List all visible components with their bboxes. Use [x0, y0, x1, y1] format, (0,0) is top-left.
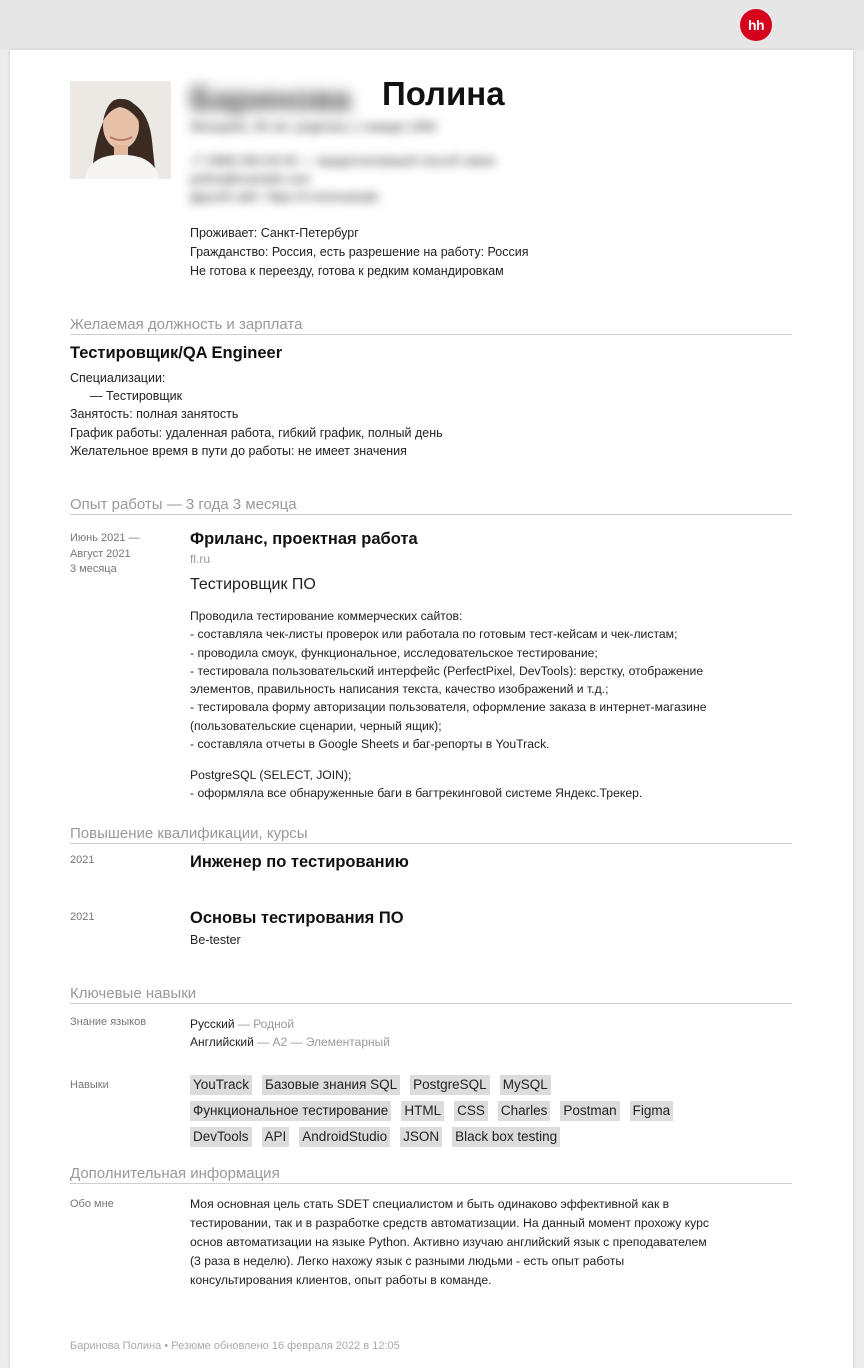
about-line: (3 раза в неделю). Легко нахожу язык с разными людьми - есть опыт работы [190, 1254, 625, 1268]
desc-line: - тестировала пользовательский интерфейс (PerfectPixel, DevTools): верстку, отображение [190, 663, 704, 678]
job-role: Тестировщик ПО [190, 576, 316, 593]
section-title-position: Желаемая должность и зарплата [70, 316, 792, 335]
spec-label: Специализации: [70, 371, 166, 385]
blurred-personal-info: Женщина, 28 лет, родилась 1 января 1994 [190, 120, 437, 134]
skills-label: Навыки [70, 1079, 109, 1091]
skill-tag: JSON [400, 1127, 442, 1147]
first-name: Полина [382, 75, 505, 112]
about-text [190, 1195, 709, 1290]
skills-tags [190, 1075, 790, 1153]
skill-tag: Black box testing [452, 1127, 560, 1147]
about-line: тестировании, так и в разработке средств автоматизации. На данный момент прохожу курс [190, 1216, 709, 1230]
language-level: — Родной [234, 1017, 295, 1031]
schedule: График работы: удаленная работа, гибкий график, полный день [70, 426, 443, 440]
language-russian [190, 1015, 390, 1033]
hh-logo[interactable]: hh [740, 9, 772, 41]
experience-period [70, 531, 140, 578]
period-duration: 3 месяца [70, 563, 117, 575]
tag-row [190, 1127, 790, 1147]
job-description-extra [190, 766, 642, 803]
blurred-phone: +7 (999) 000-00-00 — предпочитаемый способ связи [190, 154, 496, 168]
citizenship-info: Гражданство: Россия, есть разрешение на работу: Россия [190, 245, 529, 259]
skill-tag: PostgreSQL [410, 1075, 490, 1095]
course-title: Инженер по тестированию [190, 853, 409, 871]
portrait-image [70, 81, 171, 179]
languages-list [190, 1015, 390, 1051]
desc-line: (пользовательские сценарии, черный ящик); [190, 718, 442, 733]
language-name: Английский [190, 1035, 254, 1049]
footer-name: Баринова Полина [70, 1340, 162, 1352]
company-site[interactable]: fl.ru [190, 552, 211, 566]
lives-info: Проживает: Санкт-Петербург [190, 226, 359, 240]
course-org: Be-tester [190, 933, 241, 947]
skill-tag: AndroidStudio [299, 1127, 390, 1147]
profile-photo [70, 81, 171, 179]
section-title-experience: Опыт работы — 3 года 3 месяца [70, 496, 792, 515]
blurred-email: polina@example.com [190, 172, 311, 186]
skill-tag: YouTrack [190, 1075, 252, 1095]
course-year: 2021 [70, 911, 95, 923]
skill-tag: Postman [560, 1101, 619, 1121]
surname-blurred: Баринова [190, 80, 351, 117]
tag-row [190, 1101, 790, 1121]
section-title-courses: Повышение квалификации, курсы [70, 825, 792, 844]
skill-tag: HTML [401, 1101, 444, 1121]
languages-label: Знание языков [70, 1016, 147, 1028]
period-start: Июнь 2021 — [70, 532, 140, 544]
skill-tag: MySQL [500, 1075, 551, 1095]
language-name: Русский [190, 1017, 235, 1031]
blurred-site: Другой сайт: https://t.me/example [190, 190, 379, 204]
language-level: — A2 — Элементарный [253, 1035, 390, 1049]
relocation-info: Не готова к переезду, готова к редким командировкам [190, 264, 504, 278]
about-line: основ автоматизации на языке Python. Активно изучаю английский язык с преподавателем [190, 1235, 707, 1249]
skill-tag: Charles [498, 1101, 551, 1121]
skill-tag: Функциональное тестирование [190, 1101, 391, 1121]
footer-updated: Резюме обновлено 16 февраля 2022 в 12:05 [171, 1340, 400, 1352]
skill-tag: Figma [630, 1101, 674, 1121]
page-footer [70, 1340, 400, 1352]
desc-line: Проводила тестирование коммерческих сайтов: [190, 609, 463, 623]
commute: Желательное время в пути до работы: не имеет значения [70, 444, 407, 458]
section-title-skills: Ключевые навыки [70, 985, 792, 1004]
skill-tag: DevTools [190, 1127, 252, 1147]
tag-row [190, 1075, 790, 1095]
job-description [190, 607, 706, 753]
desc-line: элементов, правильность написания текста, качество изображений и т.д.; [190, 682, 609, 697]
section-title-additional: Дополнительная информация [70, 1165, 792, 1184]
about-line: Моя основная цель стать SDET специалистом и быть одинаково эффективной как в [190, 1197, 670, 1211]
desc-line: PostgreSQL (SELECT, JOIN); [190, 768, 352, 782]
skill-tag: API [262, 1127, 290, 1147]
skill-tag: Базовые знания SQL [262, 1075, 400, 1095]
spec-item: — Тестировщик [90, 389, 183, 403]
desc-line: - составляла отчеты в Google Sheets и баг-репорты в YouTrack. [190, 737, 550, 752]
desc-line: - составляла чек-листы проверок или работала по готовым тест-кейсам и чек-листам; [190, 627, 678, 642]
desc-line: - проводила смоук, функциональное, исследовательское тестирование; [190, 645, 598, 660]
position-title: Тестировщик/QA Engineer [70, 344, 283, 362]
desc-line: - тестировала форму авторизации пользователя, оформление заказа в интернет-магазине [190, 700, 707, 715]
about-label: Обо мне [70, 1198, 114, 1210]
footer-separator: • [164, 1340, 169, 1352]
about-line: консультирования клиентов, опыт работы в команде. [190, 1273, 492, 1287]
language-english [190, 1033, 390, 1051]
company-name: Фриланс, проектная работа [190, 530, 418, 548]
desc-line: - оформляла все обнаруженные баги в багтрекинговой системе Яндекс.Трекер. [190, 786, 643, 801]
course-year: 2021 [70, 854, 95, 866]
course-title: Основы тестирования ПО [190, 909, 404, 927]
top-bar [0, 0, 864, 50]
employment: Занятость: полная занятость [70, 407, 239, 421]
skill-tag: CSS [454, 1101, 488, 1121]
period-end: Август 2021 [70, 547, 131, 560]
